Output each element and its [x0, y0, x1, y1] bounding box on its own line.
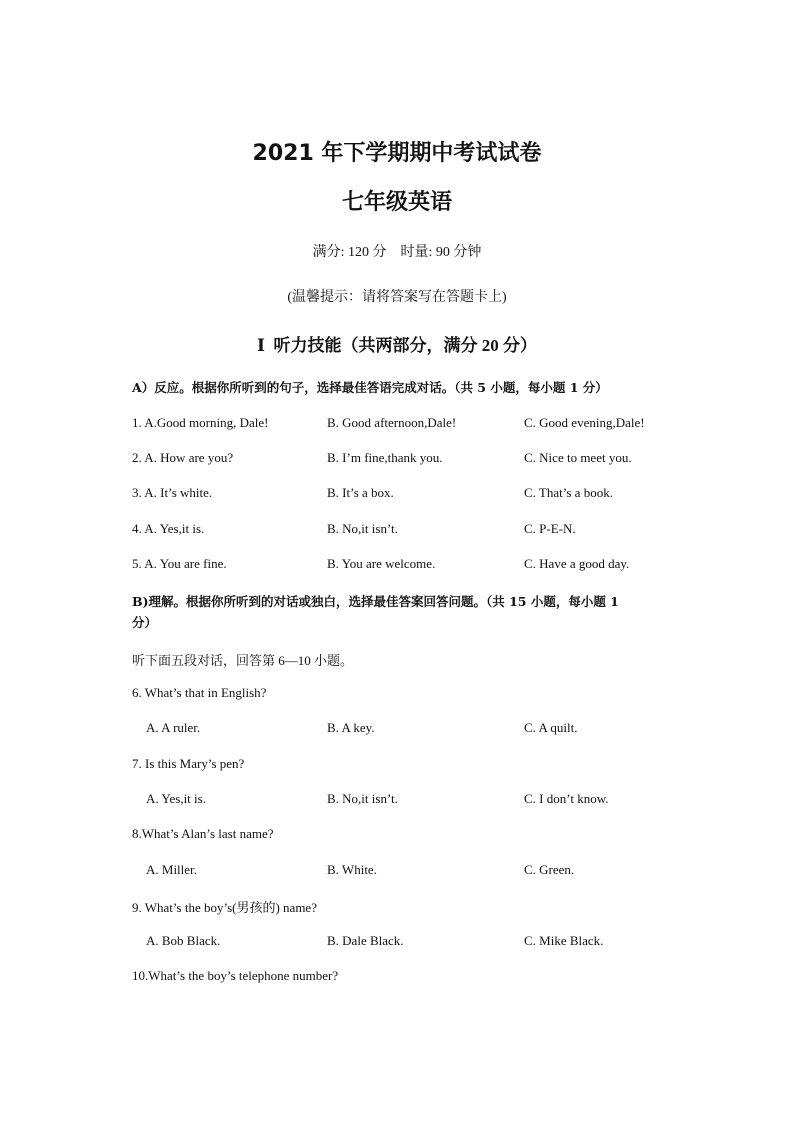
question-3-option-c: C. That’s a book. — [524, 485, 613, 500]
question-4-option-c: C. P-E-N. — [524, 521, 576, 536]
question-10-stem: 10.What’s the boy’s telephone number? — [132, 968, 339, 983]
exam-title: 2021 年下学期期中考试试卷 — [252, 141, 542, 166]
question-4-option-a: 4. A. Yes,it is. — [132, 521, 205, 536]
question-6-stem: 6. What’s that in English? — [132, 685, 267, 700]
part-b-heading-line-1: B)理解。根据你所听到的对话或独白，选择最佳答案回答问题。（共 15 小题，每小题 1 — [132, 594, 619, 609]
question-7-stem: 7. Is this Mary’s pen? — [132, 756, 245, 771]
question-4-option-b: B. No,it isn’t. — [327, 521, 398, 536]
question-6-option-a: A. A ruler. — [146, 720, 201, 735]
question-7-option-c: C. I don’t know. — [524, 791, 609, 806]
question-8-option-b: B. White. — [327, 862, 377, 877]
question-8-option-c: C. Green. — [524, 862, 575, 877]
part-a-heading: A）反应。根据你所听到的句子，选择最佳答语完成对话。（共 5 小题，每小题 1 分） — [132, 380, 608, 395]
question-6-option-b: B. A key. — [327, 720, 375, 735]
reminder-note: (温馨提示：请将答案写在答题卡上) — [287, 290, 507, 305]
exam-subtitle: 七年级英语 — [341, 190, 452, 215]
question-6-option-c: C. A quilt. — [524, 720, 578, 735]
question-7-option-b: B. No,it isn’t. — [327, 791, 398, 806]
question-9-option-a: A. Bob Black. — [146, 933, 221, 948]
question-5-option-a: 5. A. You are fine. — [132, 556, 227, 571]
question-8-stem: 8.What’s Alan’s last name? — [132, 826, 274, 841]
section-title-listening: Ⅰ 听力技能（共两部分，满分 20 分） — [257, 336, 537, 355]
question-8-option-a: A. Miller. — [146, 862, 197, 877]
question-7-option-a: A. Yes,it is. — [146, 791, 206, 806]
question-2-option-c: C. Nice to meet you. — [524, 450, 632, 465]
question-2-option-b: B. I’m fine,thank you. — [327, 450, 443, 465]
question-1-option-a: 1. A.Good morning, Dale! — [132, 415, 269, 430]
question-9-option-c: C. Mike Black. — [524, 933, 604, 948]
question-9-stem: 9. What’s the boy’s(男孩的) name? — [132, 900, 317, 915]
question-3-option-b: B. It’s a box. — [327, 485, 394, 500]
question-1-option-b: B. Good afternoon,Dale! — [327, 415, 457, 430]
score-time-info: 满分: 120 分 时量: 90 分钟 — [312, 245, 482, 260]
part-b-heading-line-2: 分） — [132, 615, 158, 630]
question-5-option-c: C. Have a good day. — [524, 556, 630, 571]
question-1-option-c: C. Good evening,Dale! — [524, 415, 645, 430]
question-5-option-b: B. You are welcome. — [327, 556, 436, 571]
question-3-option-a: 3. A. It’s white. — [132, 485, 213, 500]
question-9-option-b: B. Dale Black. — [327, 933, 404, 948]
part-b-instruction: 听下面五段对话，回答第 6—10 小题。 — [132, 653, 354, 668]
question-2-option-a: 2. A. How are you? — [132, 450, 234, 465]
